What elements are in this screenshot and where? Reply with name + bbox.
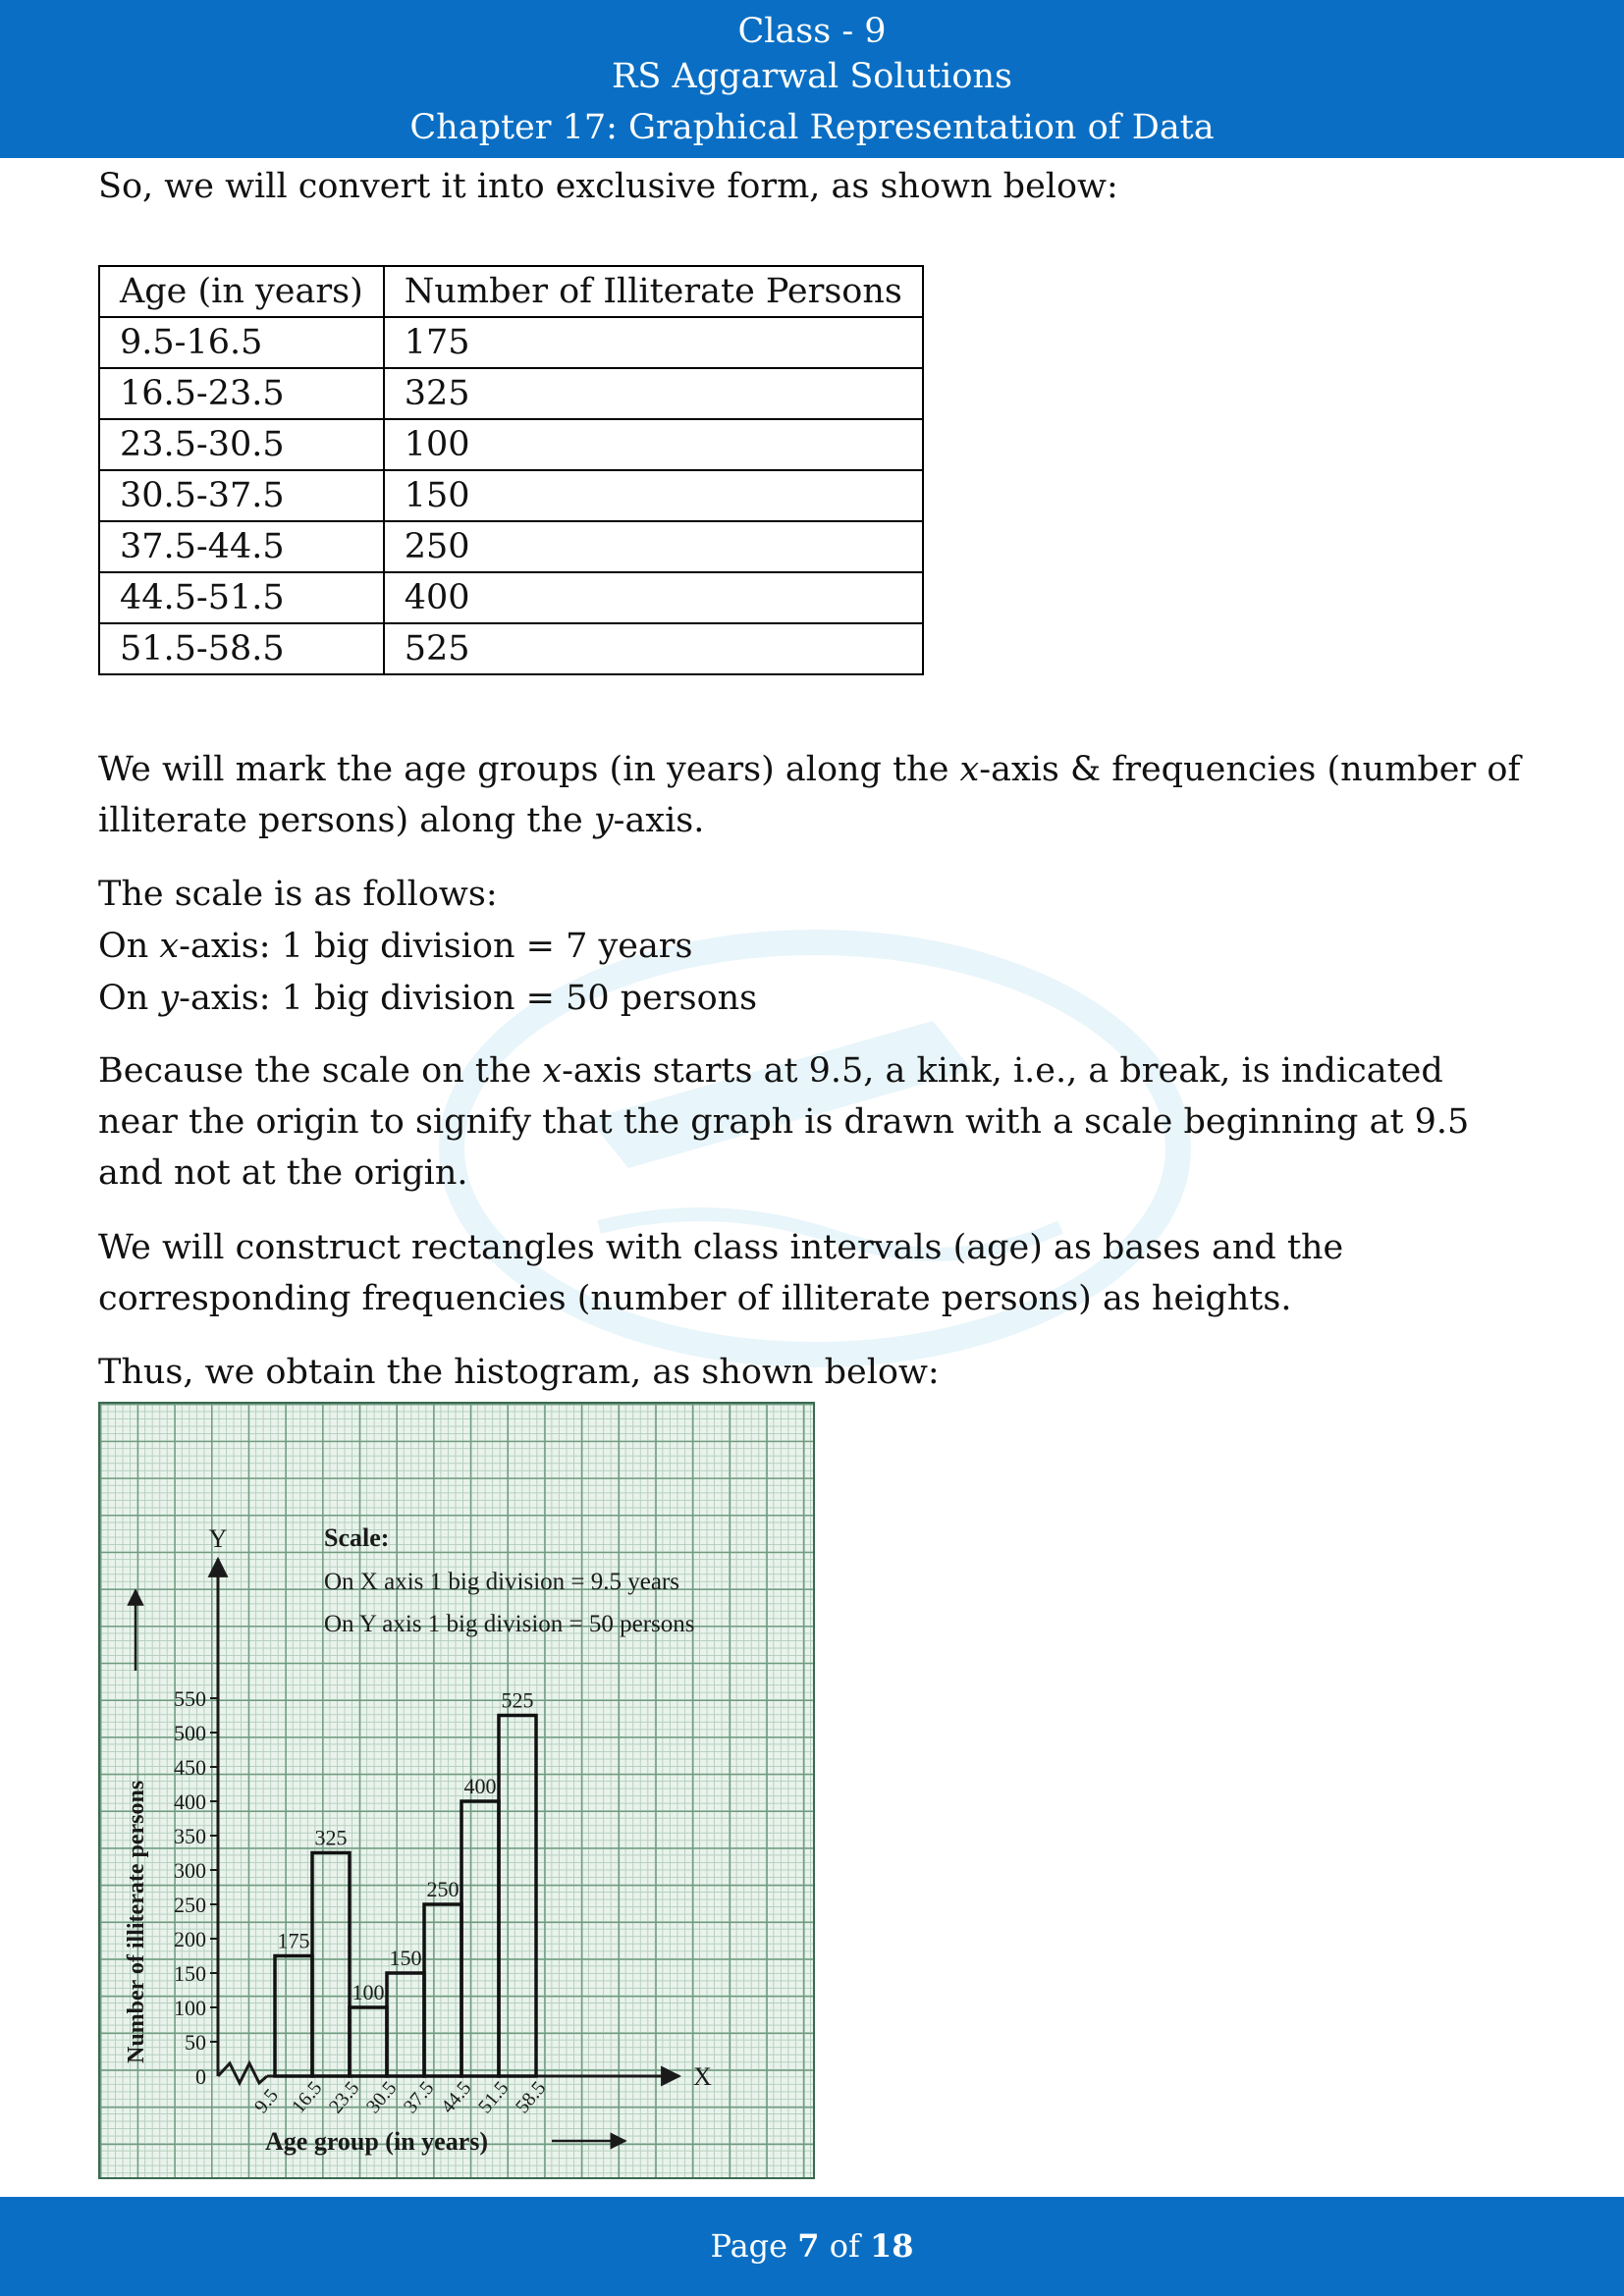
histogram-bar [499, 1716, 536, 2077]
footer-page-label: Page [710, 2227, 798, 2265]
table-cell-age: 16.5-23.5 [99, 368, 384, 419]
footer-total-pages: 18 [869, 2227, 914, 2265]
table-cell-count: 100 [384, 419, 923, 470]
y-tick-label: 550 [174, 1686, 206, 1711]
bar-value-label: 525 [501, 1687, 534, 1713]
scale-note-x: On X axis 1 big division = 9.5 years [324, 1569, 679, 1595]
x-tick-label: 58.5 [511, 2077, 551, 2118]
table-cell-count: 525 [384, 623, 923, 674]
x-tick-label: 37.5 [399, 2077, 439, 2118]
text-run: -axis & frequencies (number of illiterate persons) along the [98, 750, 1521, 840]
y-tick-label: 50 [185, 2030, 206, 2055]
scale-y-text [98, 973, 1532, 1024]
histogram-svg [100, 1404, 813, 2177]
histogram-bar [312, 1853, 350, 2077]
histogram-bar [275, 1956, 312, 2077]
bar-value-label: 150 [389, 1946, 422, 1970]
x-variable: x [159, 927, 180, 966]
scale-x-text [98, 921, 1532, 972]
rectangles-text: We will construct rectangles with class intervals (age) as bases and the corresponding frequencies (number of illiterate persons) as heights. [98, 1228, 1344, 1318]
x-tick-label: 23.5 [324, 2077, 364, 2118]
x-tick-label: 16.5 [287, 2077, 327, 2118]
histogram-graph [98, 1402, 815, 2179]
x-variable: x [542, 1051, 563, 1091]
axis-kink [218, 2063, 267, 2083]
intro-text: So, we will convert it into exclusive form, as shown below: [98, 167, 1118, 206]
y-tick-label: 250 [174, 1893, 206, 1917]
table-row [99, 623, 923, 674]
y-axis-letter: Y [208, 1524, 228, 1553]
bar-value-label: 100 [352, 1980, 385, 2004]
bar-value-label: 175 [277, 1928, 310, 1953]
data-table [98, 265, 924, 675]
table-cell-age: 30.5-37.5 [99, 470, 384, 521]
text-run: On [98, 979, 160, 1018]
y-tick-label: 500 [174, 1721, 206, 1745]
y-tick-label: 150 [174, 1961, 206, 1986]
text-run: -axis: 1 big division = 7 years [179, 927, 693, 966]
scale-note [324, 1523, 695, 1637]
bar-value-label: 325 [314, 1825, 348, 1850]
histogram-bar [461, 1801, 499, 2076]
table-row [99, 317, 923, 368]
y-tick-label: 300 [174, 1858, 206, 1883]
x-tick-label: 51.5 [473, 2077, 514, 2118]
table-cell-count: 325 [384, 368, 923, 419]
histogram-bar [424, 1904, 461, 2076]
y-axis-label: Number of illiterate persons [124, 1780, 149, 2063]
x-variable: x [959, 750, 980, 789]
y-ticks [174, 1686, 218, 2089]
x-ticks [250, 2077, 550, 2117]
x-tick-label: 44.5 [436, 2077, 476, 2118]
scale-note-title: Scale: [324, 1523, 390, 1552]
x-tick-label: 30.5 [361, 2077, 402, 2118]
table-header-row [99, 266, 923, 317]
table-cell-count: 250 [384, 521, 923, 572]
table-cell-age: 23.5-30.5 [99, 419, 384, 470]
text-run: -axis. [613, 801, 705, 840]
table-row [99, 419, 923, 470]
header-book: RS Aggarwal Solutions [612, 57, 1012, 96]
table-row [99, 368, 923, 419]
histogram-bar [387, 1973, 424, 2076]
y-tick-label: 0 [195, 2064, 206, 2089]
table-row [99, 572, 923, 623]
table-cell-count: 150 [384, 470, 923, 521]
table-cell-age: 51.5-58.5 [99, 623, 384, 674]
page-footer [0, 2197, 1624, 2296]
text-run: On [98, 927, 160, 966]
scale-note-y: On Y axis 1 big division = 50 persons [324, 1611, 695, 1637]
text-run: -axis: 1 big division = 50 persons [179, 979, 758, 1018]
y-tick-label: 100 [174, 1996, 206, 2020]
y-variable: y [159, 979, 180, 1018]
y-variable: y [593, 801, 614, 840]
kink-text [98, 1045, 1532, 1199]
y-tick-label: 350 [174, 1824, 206, 1848]
header-chapter: Chapter 17: Graphical Representation of Data [409, 108, 1215, 147]
table-cell-age: 44.5-51.5 [99, 572, 384, 623]
histogram-bar [350, 2007, 387, 2076]
x-axis-label: Age group (in years) [265, 2127, 489, 2156]
bar-value-label: 400 [463, 1774, 497, 1798]
table-cell-age: 9.5-16.5 [99, 317, 384, 368]
y-tick-label: 200 [174, 1927, 206, 1951]
table-cell-count: 400 [384, 572, 923, 623]
table-row [99, 521, 923, 572]
table-header-age: Age (in years) [99, 266, 384, 317]
bar-value-label: 250 [426, 1877, 460, 1901]
text-run: Because the scale on the [98, 1051, 543, 1091]
scale-title: The scale is as follows: [98, 875, 498, 914]
axis-mark-text [98, 744, 1532, 846]
footer-of-label: of [819, 2227, 870, 2265]
x-tick-label: 9.5 [249, 2084, 283, 2118]
text-run: -axis starts at 9.5, a kink, i.e., a break, is indicated near the origin to signify that the graph is drawn with a scale beginning at 9.5 and not at the origin. [98, 1051, 1470, 1193]
table-cell-count: 175 [384, 317, 923, 368]
table-header-count: Number of Illiterate Persons [384, 266, 923, 317]
y-tick-label: 400 [174, 1789, 206, 1814]
footer-current-page: 7 [797, 2227, 820, 2265]
table-cell-age: 37.5-44.5 [99, 521, 384, 572]
header-class: Class - 9 [737, 12, 887, 51]
x-axis-letter: X [693, 2062, 712, 2091]
histogram-bars [275, 1688, 536, 2077]
text-run: We will mark the age groups (in years) along the [98, 750, 960, 789]
page-header [0, 0, 1624, 158]
y-tick-label: 450 [174, 1755, 206, 1780]
histogram-intro: Thus, we obtain the histogram, as shown below: [98, 1353, 940, 1392]
table-row [99, 470, 923, 521]
